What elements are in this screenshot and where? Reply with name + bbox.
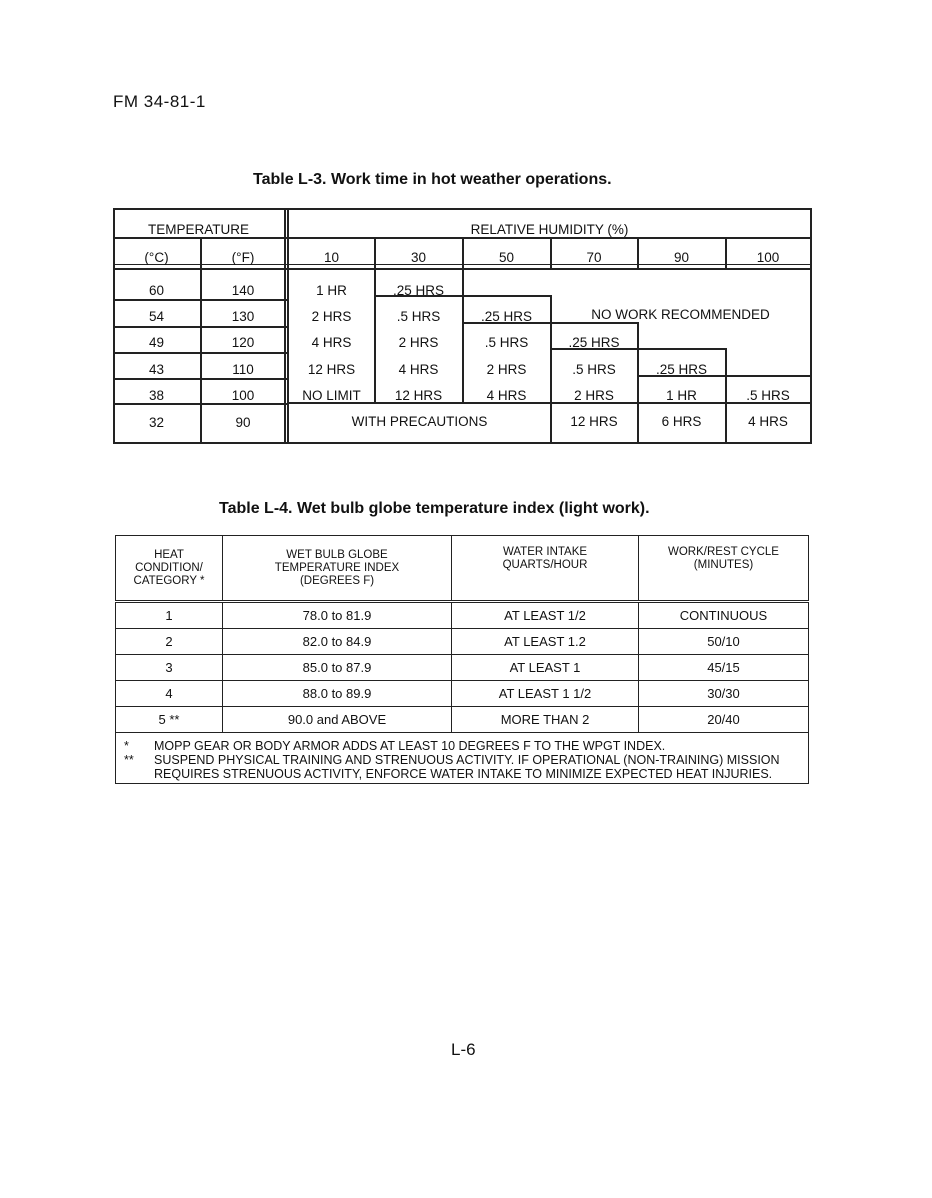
fahrenheit-value: 120 — [231, 334, 255, 350]
wbgt-cell: 85.0 to 87.9 — [223, 655, 452, 681]
work-rest-cell: 45/15 — [639, 655, 809, 681]
no-work-recommended: NO WORK RECOMMENDED — [591, 306, 770, 322]
header-line: WET BULB GLOBE — [286, 548, 388, 561]
water-intake-cell: AT LEAST 1 1/2 — [452, 681, 639, 707]
table-l4-caption: Table L-4. Wet bulb globe temperature index (light work). — [219, 500, 650, 517]
footnote-text: MOPP GEAR OR BODY ARMOR ADDS AT LEAST 10 DEGREES F TO THE WPGT INDEX. — [154, 739, 666, 753]
work-time-cell: 4 HRS — [398, 361, 439, 377]
table-l3-border — [113, 442, 812, 444]
header-line: (DEGREES F) — [299, 574, 375, 587]
work-time-cell: .25 HRS — [480, 308, 533, 324]
page-header: FM 34-81-1 — [113, 92, 206, 111]
humidity-col-header: 50 — [498, 249, 515, 265]
footnote-mark: * — [124, 739, 129, 753]
celsius-value: 54 — [148, 308, 165, 324]
table-l4-header-row — [116, 536, 809, 602]
work-time-cell: 2 HRS — [486, 361, 527, 377]
celsius-value: 32 — [148, 414, 165, 430]
header-line: CONDITION/ — [135, 561, 203, 574]
celsius-value: 60 — [148, 282, 165, 298]
header-line: (MINUTES) — [693, 559, 754, 571]
table-l3-border — [113, 208, 812, 210]
footnote-text: SUSPEND PHYSICAL TRAINING AND STRENUOUS ACTIVITY. IF OPERATIONAL (NON-TRAINING) MISSION REQUIRES STRENUOUS ACTIVITY, ENFORCE WATER INTAKE TO MINIMIZE EXPECTED HEAT INJURIES. — [154, 753, 780, 781]
work-time-cell: 12 HRS — [394, 387, 443, 403]
celsius-header: (°C) — [144, 249, 169, 265]
work-time-cell: 2 HRS — [311, 308, 352, 324]
header-line: WATER INTAKE — [502, 546, 588, 558]
work-time-cell: 6 HRS — [661, 413, 702, 429]
heat-category-cell: 3 — [116, 655, 223, 681]
work-time-cell: 1 HR — [666, 387, 697, 403]
water-intake-cell: MORE THAN 2 — [452, 707, 639, 733]
humidity-col-header: 30 — [410, 249, 427, 265]
fahrenheit-value: 140 — [231, 282, 255, 298]
fahrenheit-value: 110 — [232, 361, 254, 377]
table-notes — [116, 733, 809, 784]
heat-category-cell: 5 ** — [116, 707, 223, 733]
fahrenheit-value: 90 — [235, 414, 251, 430]
header-line: HEAT — [154, 548, 184, 561]
work-time-cell: .25 HRS — [392, 282, 445, 298]
wbgt-cell: 78.0 to 81.9 — [223, 602, 452, 629]
heat-category-cell: 2 — [116, 629, 223, 655]
work-time-cell: .5 HRS — [572, 361, 616, 377]
heat-category-cell: 1 — [116, 602, 223, 629]
heat-category-header — [116, 536, 223, 602]
table-l4 — [115, 535, 809, 784]
work-time-cell: 4 HRS — [311, 334, 352, 350]
table-l3-border — [810, 208, 812, 444]
header-line: TEMPERATURE INDEX — [274, 561, 400, 574]
work-rest-cell: CONTINUOUS — [639, 602, 809, 629]
footnote-mark: ** — [124, 753, 134, 767]
header-line: QUARTS/HOUR — [502, 559, 588, 571]
work-time-cell: .5 HRS — [746, 387, 790, 403]
humidity-col-header: 100 — [756, 249, 780, 265]
work-rest-cell: 30/30 — [639, 681, 809, 707]
table-row — [116, 681, 809, 707]
water-intake-cell: AT LEAST 1/2 — [452, 602, 639, 629]
work-time-cell: 4 HRS — [748, 413, 788, 429]
precautions-cell: WITH PRECAUTIONS — [351, 413, 488, 429]
temperature-header: TEMPERATURE — [147, 221, 249, 237]
work-time-cell: .25 HRS — [568, 334, 620, 350]
humidity-header: RELATIVE HUMIDITY (%) — [470, 221, 629, 237]
table-row — [116, 707, 809, 733]
work-rest-header — [639, 536, 809, 602]
work-time-cell: .25 HRS — [655, 361, 708, 377]
water-intake-header — [452, 536, 639, 602]
wbgt-header — [223, 536, 452, 602]
table-l3-caption: Table L-3. Work time in hot weather operations. — [253, 171, 612, 188]
work-time-cell: 1 HR — [316, 282, 347, 298]
work-rest-cell: 20/40 — [639, 707, 809, 733]
work-time-cell: .5 HRS — [396, 308, 441, 324]
heat-category-cell: 4 — [116, 681, 223, 707]
table-notes-row — [116, 733, 809, 784]
celsius-value: 43 — [148, 361, 165, 377]
work-rest-cell: 50/10 — [639, 629, 809, 655]
table-row — [116, 602, 809, 629]
table-row — [116, 655, 809, 681]
fahrenheit-value: 100 — [231, 387, 255, 403]
humidity-col-header: 90 — [673, 249, 690, 265]
wbgt-cell: 82.0 to 84.9 — [223, 629, 452, 655]
fahrenheit-value: 130 — [231, 308, 255, 324]
work-time-cell: .5 HRS — [484, 334, 529, 350]
work-time-cell: 2 HRS — [398, 334, 439, 350]
page-number: L-6 — [451, 1040, 476, 1059]
celsius-value: 49 — [148, 334, 165, 350]
humidity-col-header: 70 — [586, 249, 602, 265]
work-time-cell: 4 HRS — [486, 387, 527, 403]
water-intake-cell: AT LEAST 1 — [452, 655, 639, 681]
fahrenheit-header: (°F) — [231, 249, 255, 265]
header-line: CATEGORY * — [133, 574, 205, 587]
table-l3 — [113, 208, 812, 444]
humidity-col-header: 10 — [323, 249, 340, 265]
work-time-cell: 12 HRS — [570, 413, 618, 429]
work-time-cell: NO LIMIT — [302, 387, 361, 403]
work-time-cell: 2 HRS — [574, 387, 614, 403]
wbgt-cell: 90.0 and ABOVE — [223, 707, 452, 733]
wbgt-cell: 88.0 to 89.9 — [223, 681, 452, 707]
water-intake-cell: AT LEAST 1.2 — [452, 629, 639, 655]
work-time-cell: 12 HRS — [307, 361, 356, 377]
footnote — [124, 753, 800, 781]
table-row — [116, 629, 809, 655]
header-line: WORK/REST CYCLE — [668, 546, 779, 558]
celsius-value: 38 — [148, 387, 165, 403]
footnote — [124, 739, 800, 753]
